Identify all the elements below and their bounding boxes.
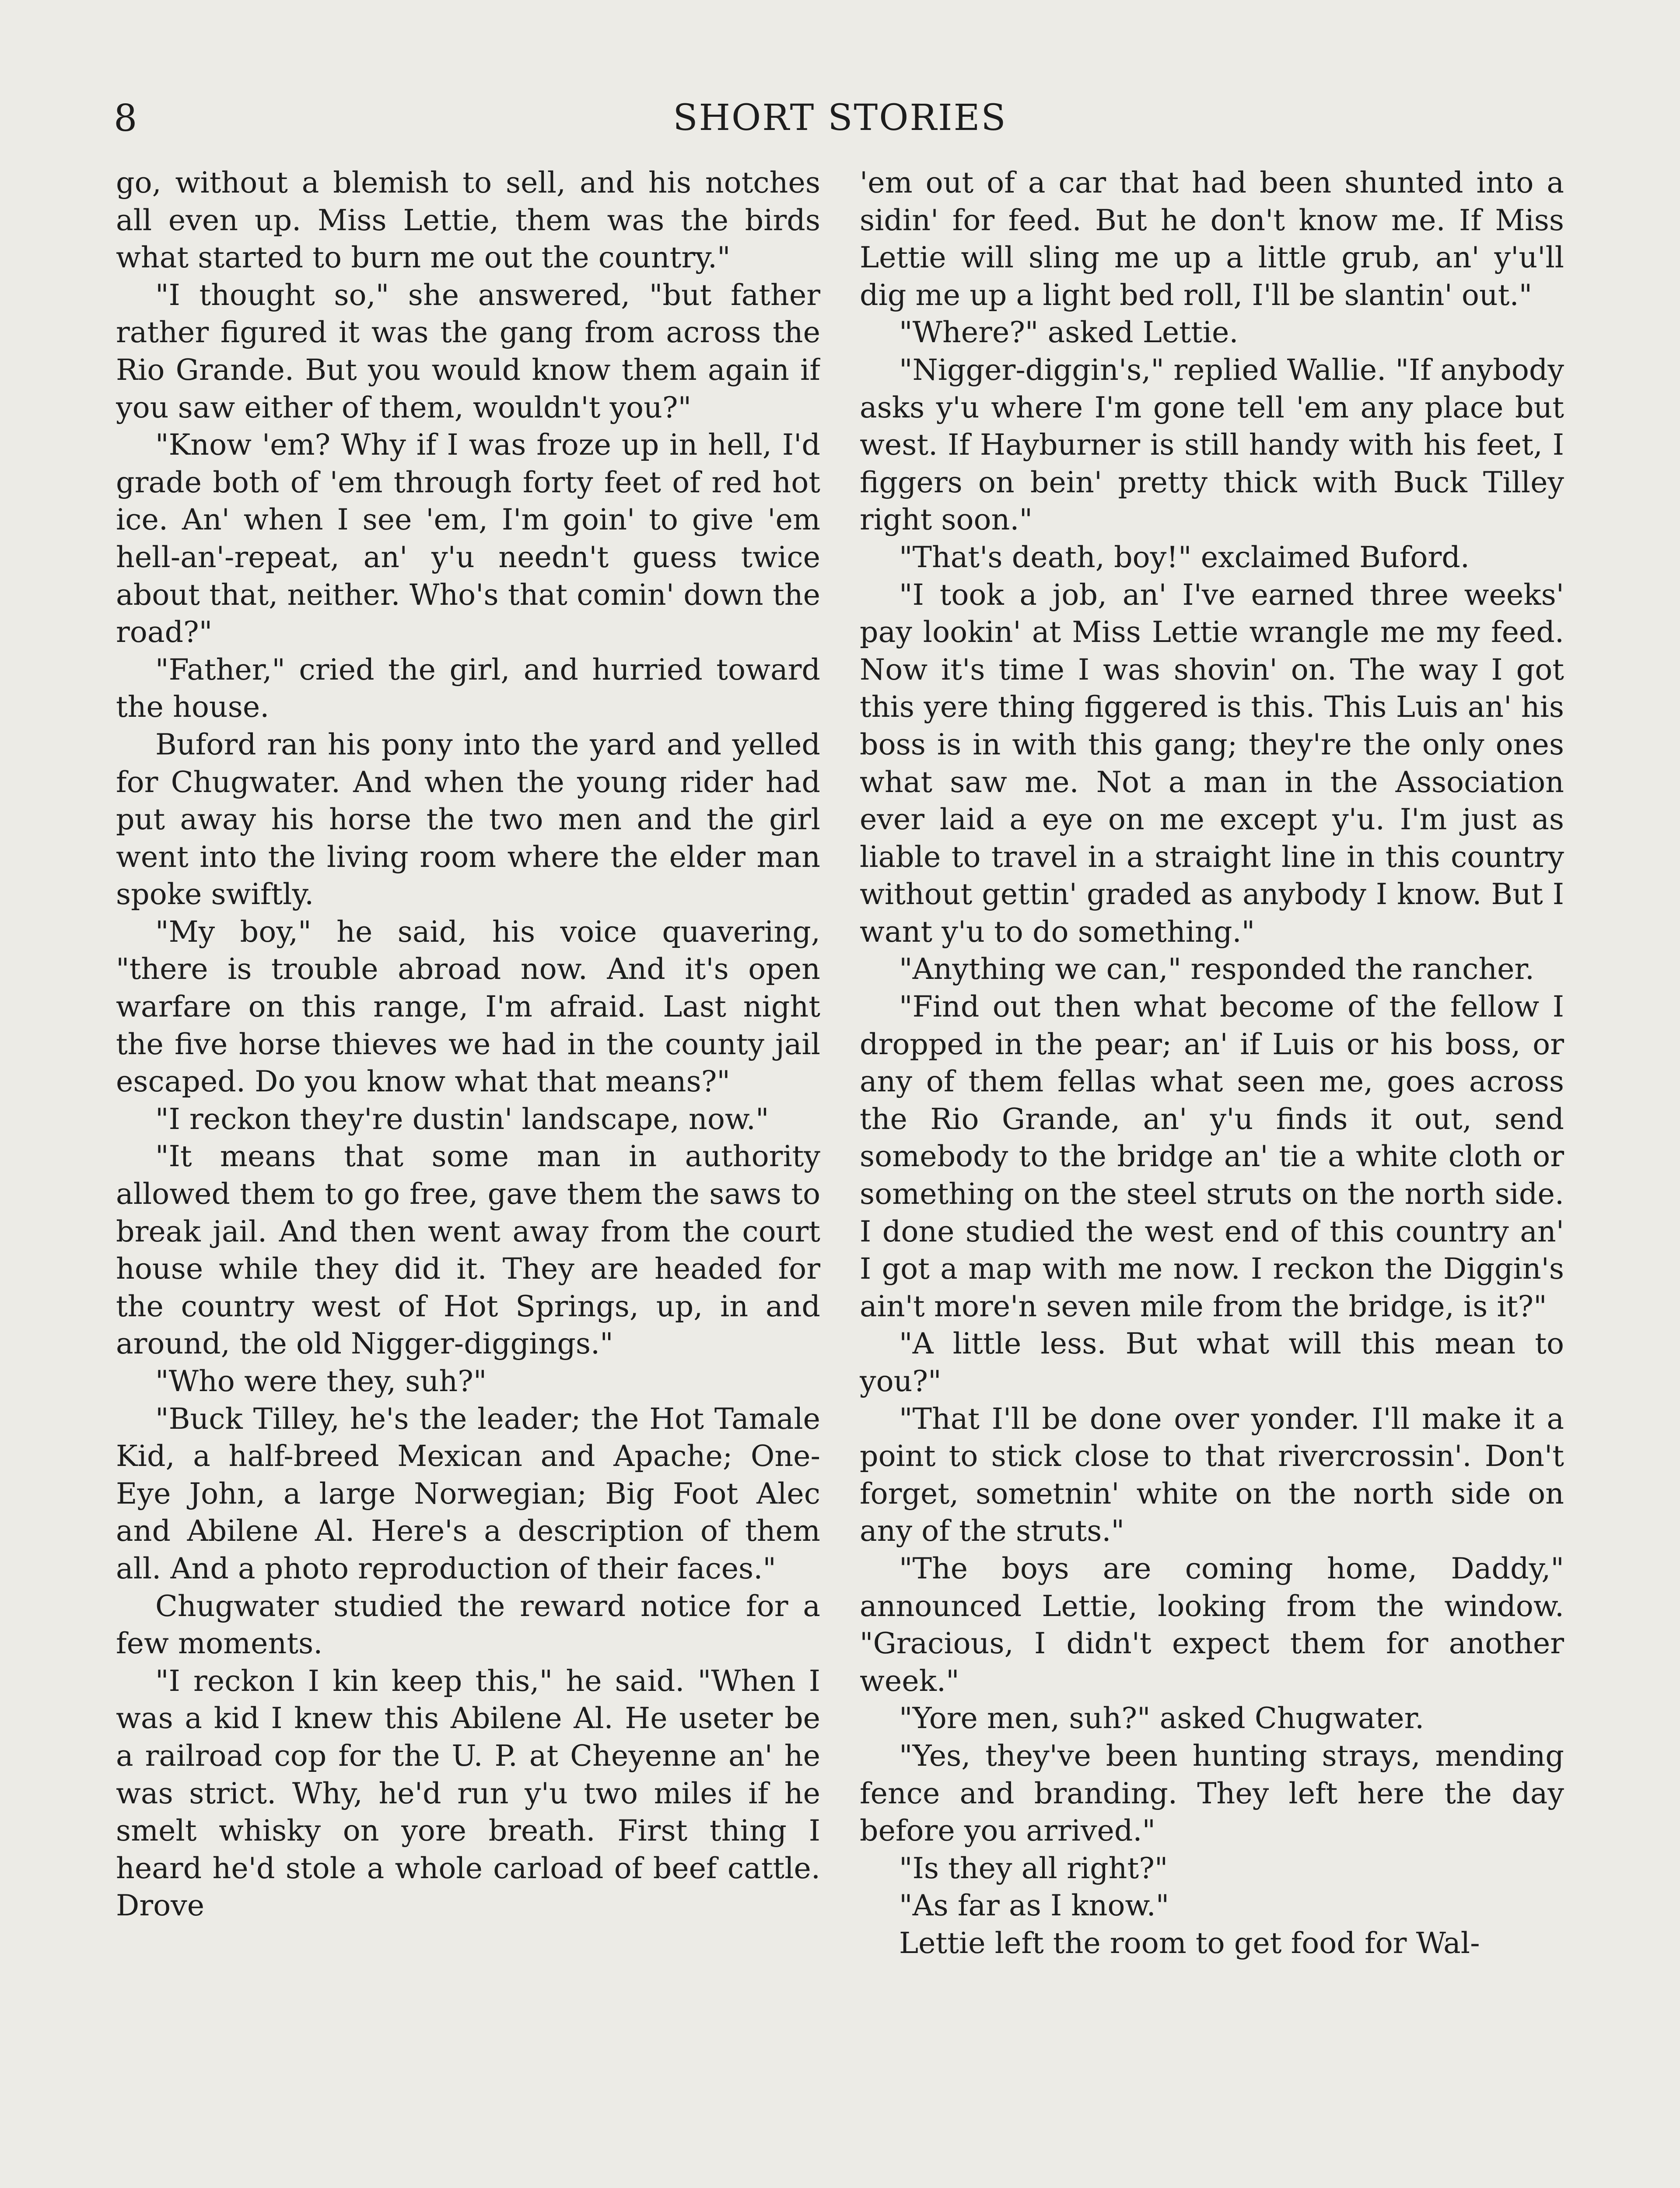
left-column-paragraph: "I reckon I kin keep this," he said. "When I was a kid I knew this Abilene Al. He useter be a railroad cop for the U. P. at Cheyenne an' he was strict. Why, he'd run y'u two miles if he smelt whisky on yore breath. First thing I heard he'd stole a whole carload of beef cattle. Drove — [116, 1663, 820, 1923]
left-column-paragraph: "Who were they, suh?" — [155, 1364, 487, 1398]
right-column-paragraph: "I took a job, an' I've earned three weeks' pay lookin' at Miss Lettie wrangle me my feed. Now it's time I was shovin' on. The way I got this yere thing figgered is this. This Luis an' his boss is in with this gang; they're the only ones what saw me. Not a man in the Association ever laid a eye on me except y'u. I'm just as liable to travel in a straight line in this country without gettin' graded as anybody I know. But I want y'u to do something." — [860, 577, 1564, 949]
right-column-paragraph: "Where?" asked Lettie. — [899, 315, 1239, 350]
right-column-paragraph: "A little less. But what will this mean to you?" — [860, 1326, 1564, 1398]
right-column-paragraph: "That I'll be done over yonder. I'll make it a point to stick close to that rivercrossin'. Don't forget, sometnin' white on the north side on any of the struts." — [860, 1401, 1564, 1548]
right-column-paragraph: "As far as I know." — [899, 1888, 1169, 1923]
right-column-paragraph: "Find out then what become of the fellow I dropped in the pear; an' if Luis or his boss, or any of them fellas what seen me, goes across the Rio Grande, an' y'u finds it out, send somebody to the bridge an' tie a white cloth or something on the steel struts on the north side. I done studied the west end of this country an' I got a map with me now. I reckon the Diggin's ain't more'n seven mile from the bridge, is it?" — [860, 989, 1564, 1323]
text-column-left — [116, 164, 820, 2164]
right-column-paragraph: "Anything we can," responded the rancher. — [899, 952, 1535, 986]
page-number: 8 — [114, 97, 137, 140]
left-column-paragraph: Chugwater studied the reward notice for a few moments. — [116, 1588, 820, 1661]
right-column-paragraph: 'em out of a car that had been shunted into a sidin' for feed. But he don't know me. If Miss Lettie will sling me up a little grub, an' y'u'll dig me up a light bed roll, I'll be slantin' out." — [860, 165, 1564, 312]
right-column-paragraph: "That's death, boy!" exclaimed Buford. — [899, 540, 1470, 574]
text-column-right — [860, 164, 1564, 2164]
right-column-paragraph: "Is they all right?" — [899, 1851, 1168, 1885]
left-column-paragraph: "Buck Tilley, he's the leader; the Hot Tamale Kid, a half-breed Mexican and Apache; One-Eye John, a large Norwegian; Big Foot Alec and Abilene Al. Here's a description of them all. And a photo reproduction of their faces." — [116, 1401, 820, 1585]
right-column-paragraph: Lettie left the room to get food for Wal- — [899, 1925, 1480, 1960]
left-column-paragraph: go, without a blemish to sell, and his notches all even up. Miss Lettie, them was the birds what started to burn me out the country." — [116, 165, 820, 275]
left-column-paragraph: "My boy," he said, his voice quavering, "there is trouble abroad now. And it's open warfare on this range, I'm afraid. Last night the five horse thieves we had in the county jail escaped. Do you know what that means?" — [116, 914, 820, 1099]
left-column-paragraph: "Know 'em? Why if I was froze up in hell, I'd grade both of 'em through forty feet of red hot ice. An' when I see 'em, I'm goin' to give 'em hell-an'-repeat, an' y'u needn't guess twice about that, neither. Who's that comin' down the road?" — [116, 428, 820, 649]
right-column-paragraph: "Yore men, suh?" asked Chugwater. — [899, 1701, 1424, 1736]
left-column-paragraph: "Father," cried the girl, and hurried toward the house. — [116, 652, 820, 724]
right-column-paragraph: "The boys are coming home, Daddy," announced Lettie, looking from the window. "Gracious, I didn't expect them for another week." — [860, 1551, 1564, 1698]
page-header — [114, 92, 1566, 144]
galloping-riders-illustration — [118, 2166, 1579, 2188]
left-column-paragraph: "I thought so," she answered, "but father rather figured it was the gang from across the Rio Grande. But you would know them again if you saw either of them, wouldn't you?" — [116, 277, 820, 424]
left-column-paragraph: "It means that some man in authority allowed them to go free, gave them the saws to break jail. And then went away from the court house while they did it. They are headed for the country west of Hot Springs, up, in and around, the old Nigger-diggings." — [116, 1139, 820, 1361]
right-column-paragraph: "Nigger-diggin's," replied Wallie. "If anybody asks y'u where I'm gone tell 'em any place but west. If Hayburner is still handy with his feet, I figgers on bein' pretty thick with Buck Tilley right soon." — [860, 352, 1564, 537]
left-column-paragraph: "I reckon they're dustin' landscape, now." — [155, 1101, 769, 1136]
right-column-paragraph: "Yes, they've been hunting strays, mending fence and branding. They left here the day before you arrived." — [860, 1738, 1564, 1848]
left-column-paragraph: Buford ran his pony into the yard and yelled for Chugwater. And when the young rider had put away his horse the two men and the girl went into the living room where the elder man spoke swiftly. — [116, 727, 820, 912]
running-head: SHORT STORIES — [673, 97, 1007, 139]
